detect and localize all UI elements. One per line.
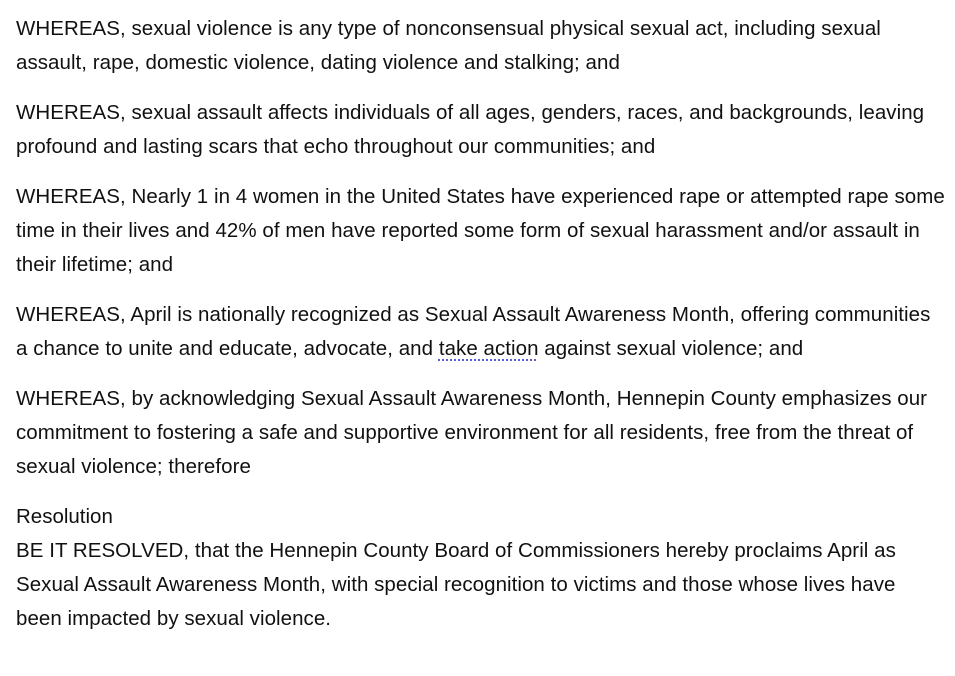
whereas-paragraph-1: WHEREAS, sexual violence is any type of nonconsensual physical sexual act, including sexual assault, rape, domestic violence, dating violence and stalking; and <box>16 17 881 74</box>
whereas-paragraph-5: WHEREAS, by acknowledging Sexual Assault Awareness Month, Hennepin County emphasizes our commitment to fostering a safe and supportive environment for all residents, free from the threat of sexual violence; therefore <box>16 387 928 478</box>
paragraph-4-text-after: against sexual violence; and <box>538 337 804 360</box>
whereas-paragraph-2: WHEREAS, sexual assault affects individuals of all ages, genders, races, and backgrounds, leaving profound and lasting scars that echo throughout our communities; and <box>16 101 925 158</box>
resolution-heading: Resolution <box>16 505 113 528</box>
whereas-paragraph-4 <box>16 298 945 366</box>
whereas-paragraph-3: WHEREAS, Nearly 1 in 4 women in the United States have experienced rape or attempted rape some time in their lives and 42% of men have reported some form of sexual harassment and/or assault in their lifetime; and <box>16 185 945 276</box>
grammar-flagged-text[interactable]: take action <box>438 337 539 360</box>
resolution-paragraph: BE IT RESOLVED, that the Hennepin County Board of Commissioners hereby proclaims April as Sexual Assault Awareness Month, with special recognition to victims and those whose lives have been impacted by sexual violence. <box>16 539 896 630</box>
paragraph-4-text-before: WHEREAS, April is nationally recognized as Sexual Assault Awareness Month, offering communities a chance to unite and educate, advocate, and <box>16 303 931 360</box>
